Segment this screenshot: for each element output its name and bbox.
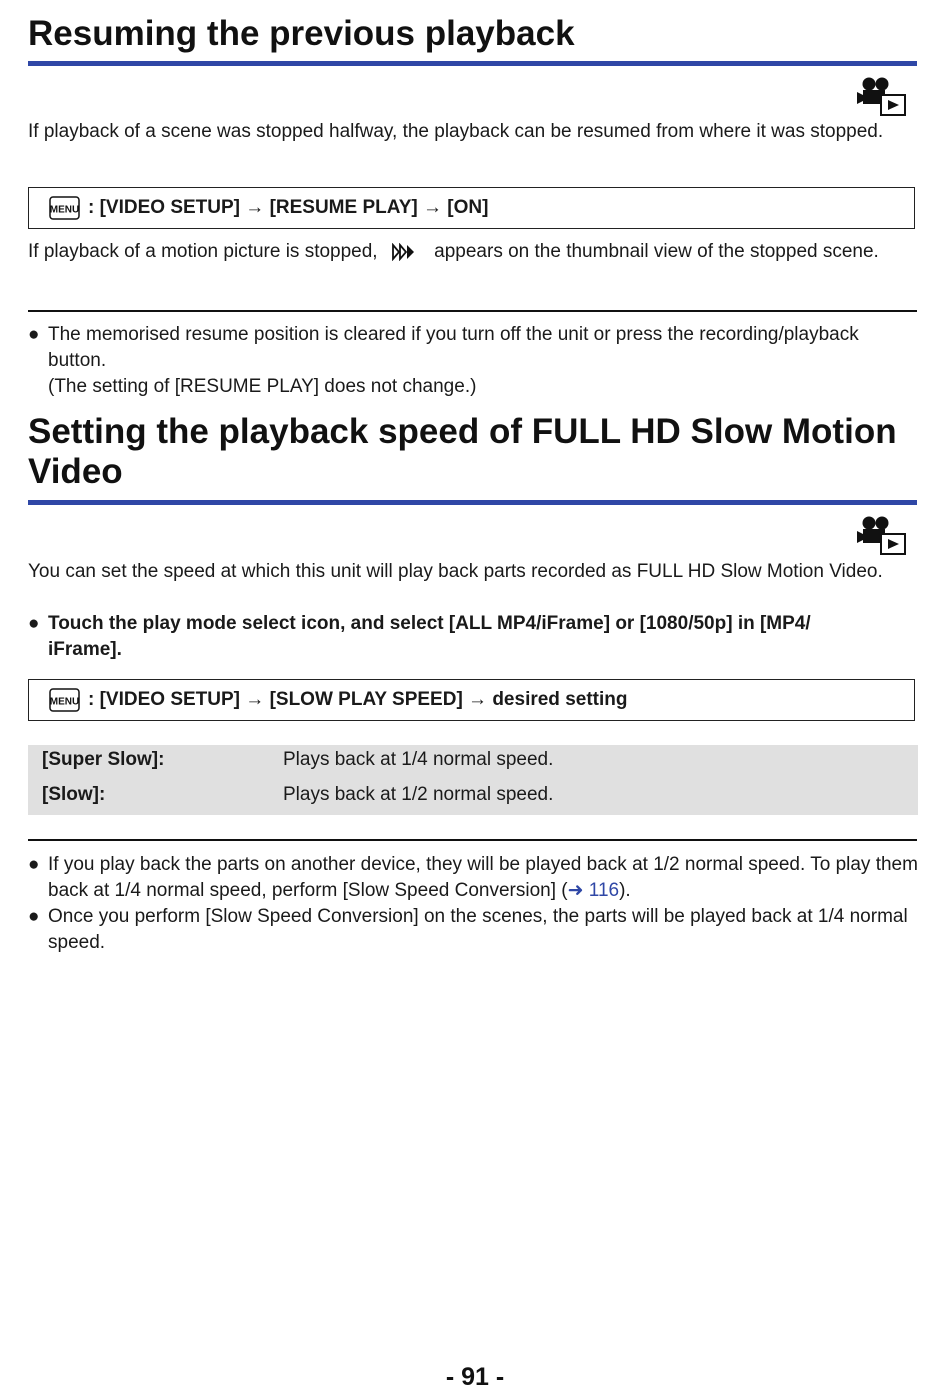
table-row <box>28 784 918 814</box>
resume-note <box>28 322 918 400</box>
stopped-text-after: appears on the thumbnail view of the stopped scene. <box>434 241 879 262</box>
slow-motion-note-1 <box>28 852 918 904</box>
menu-path-box-slow-speed <box>28 679 915 721</box>
resume-note-text: The memorised resume position is cleared if you turn off the unit or press the recording/playback button. <box>48 324 859 371</box>
section-title-resume: Resuming the previous playback <box>28 14 575 53</box>
resume-marker-icon <box>391 243 417 261</box>
note-1-text-before: If you play back the parts on another device, they will be played back at 1/2 normal speed. To play them back at 1/4 normal speed, perform [Slow Speed Conversion] ( <box>48 854 918 901</box>
svg-text:MENU: MENU <box>49 696 80 708</box>
note-2-text: Once you perform [Slow Speed Conversion] on the scenes, the parts will be played back at 1/4 normal speed. <box>48 906 908 953</box>
note-1-text-after: ). <box>619 880 631 901</box>
note-divider <box>28 310 917 312</box>
instruction-text: Touch the play mode select icon, and select [ALL MP4/iFrame] or [1080/50p] in [MP4/ iFrame]. <box>48 613 811 660</box>
option-label: [Slow]: <box>42 784 106 805</box>
section-title-slow-motion: Setting the playback speed of FULL HD Slow Motion Video <box>28 412 897 491</box>
note-1-text <box>48 852 918 904</box>
svg-text:MENU: MENU <box>49 204 80 216</box>
resume-stopped-text <box>28 239 918 265</box>
page-reference-link[interactable]: ➜ 116 <box>567 880 620 901</box>
option-label: [Super Slow]: <box>42 749 165 770</box>
video-playback-mode-icon <box>855 515 907 557</box>
menu-icon <box>49 196 80 220</box>
slow-motion-instruction <box>28 611 918 663</box>
stopped-text-before: If playback of a motion picture is stopped, <box>28 241 378 262</box>
bullet-dot: ● <box>28 613 40 634</box>
bullet-dot: ● <box>28 906 40 927</box>
menu-icon <box>49 688 80 712</box>
bullet-dot: ● <box>28 854 40 875</box>
resume-note-sub: (The setting of [RESUME PLAY] does not change.) <box>48 376 477 397</box>
page-number: - 91 - <box>445 1363 505 1391</box>
video-playback-mode-icon <box>855 76 907 118</box>
slow-motion-note-2 <box>28 904 918 956</box>
table-row <box>28 749 918 779</box>
slow-speed-options-table <box>28 745 918 815</box>
option-description: Plays back at 1/4 normal speed. <box>283 749 554 770</box>
title-underline <box>28 61 917 66</box>
slow-motion-intro-text: You can set the speed at which this unit will play back parts recorded as FULL HD Slow Motion Video. <box>28 561 883 582</box>
note-divider <box>28 839 917 841</box>
option-description: Plays back at 1/2 normal speed. <box>283 784 554 805</box>
menu-path-text: : [VIDEO SETUP] → [RESUME PLAY] → [ON] <box>88 197 489 218</box>
title-underline <box>28 500 917 505</box>
menu-path-text: : [VIDEO SETUP] → [SLOW PLAY SPEED] → desired setting <box>88 689 628 710</box>
menu-path-box-resume <box>28 187 915 229</box>
bullet-dot: ● <box>28 324 40 345</box>
resume-intro-text: If playback of a scene was stopped halfway, the playback can be resumed from where it was stopped. <box>28 121 884 142</box>
